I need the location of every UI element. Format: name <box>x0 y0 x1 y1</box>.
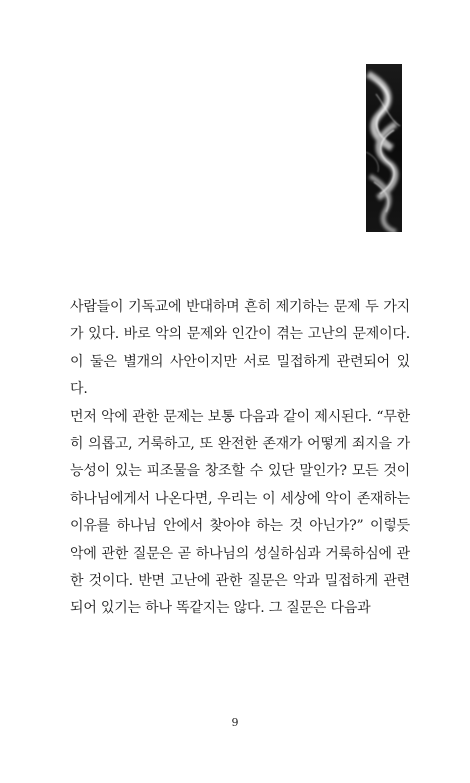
smoke-decoration-image <box>366 64 402 232</box>
page-number: 9 <box>231 716 239 729</box>
body-text: 사람들이 기독교에 반대하며 흔히 제기하는 문제 두 가지가 있다. 바로 악의 문제와 인간이 겪는 고난의 문제이다. 이 둘은 별개의 사안이지만 서로 밀접하게 관련되어 있다. 먼저 악에 관한 문제는 보통 다음과 같이 제시된다. “무한히 의롭고, 거룩하고, 또 완전한 존재가 어떻게 죄지을 가능성이 있는 피조물을 창조할 수 있단 말인가? 모든 것이 하나님에게서 나온다면, 우리는 이 세상에 악이 존재하는 이유를 하나님 안에서 찾아야 하는 것 아닌가?” 이렇듯 악에 관한 질문은 곧 하나님의 성실하심과 거룩하심에 관한 것이다. 반면 고난에 관한 질문은 악과 밀접하게 관련되어 있기는 하나 똑같지는 않다. 그 질문은 다음과 <box>70 299 410 617</box>
